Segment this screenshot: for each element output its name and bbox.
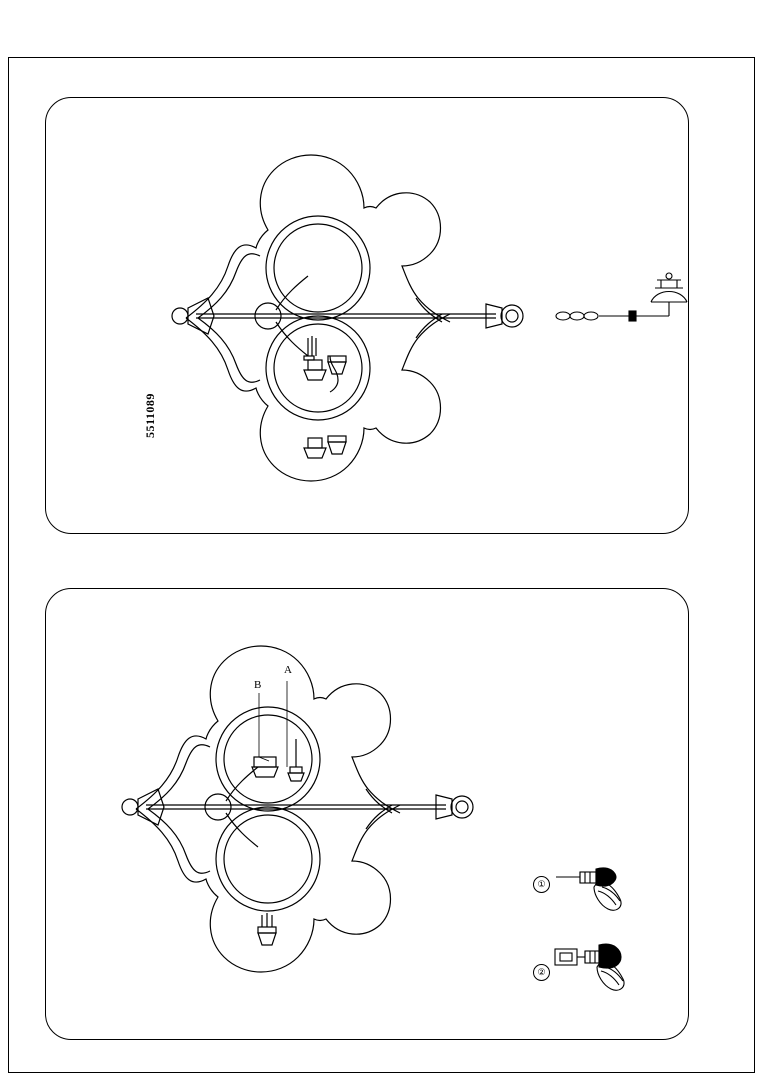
chain-canopy-diagram: [501, 258, 721, 378]
hand-holding-bulb-icon: [554, 851, 664, 921]
callout-leader-lines: [241, 669, 361, 789]
panel-top-diagram: [45, 97, 689, 534]
panel-bottom-instructions: [45, 588, 689, 1040]
model-number-top: 5511089: [143, 393, 157, 438]
wall-sconce-bulb-detail-diagram: [66, 589, 486, 1041]
hand-installing-bulb-icon: [551, 929, 661, 1009]
step-number-1: ①: [533, 876, 550, 893]
step-number-2: ②: [533, 964, 550, 981]
callout-label-b: B: [254, 679, 262, 691]
callout-label-a: A: [284, 664, 292, 676]
